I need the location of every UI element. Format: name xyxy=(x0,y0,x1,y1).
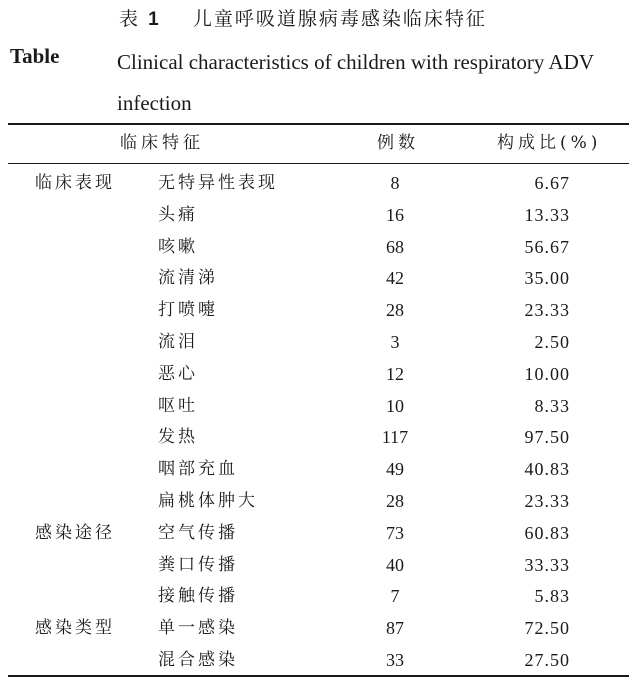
row-count: 8 xyxy=(390,173,400,193)
row-count: 117 xyxy=(381,427,409,447)
row-item: 头痛 xyxy=(158,205,198,225)
row-ratio: 23.33 xyxy=(524,300,570,320)
row-ratio: 56.67 xyxy=(524,237,570,257)
row-count: 33 xyxy=(386,650,404,670)
row-item: 混合感染 xyxy=(158,650,238,670)
row-count: 7 xyxy=(390,586,400,606)
row-ratio: 2.50 xyxy=(534,332,570,352)
row-ratio: 40.83 xyxy=(524,459,570,479)
row-category: 临床表现 xyxy=(35,173,115,193)
row-count: 3 xyxy=(390,332,400,352)
row-ratio: 5.83 xyxy=(534,586,570,606)
row-count: 28 xyxy=(386,300,404,320)
row-count: 68 xyxy=(386,237,404,257)
row-count: 12 xyxy=(386,364,404,384)
row-item: 咳嗽 xyxy=(158,237,198,257)
table-caption-cn xyxy=(119,4,487,31)
row-count: 28 xyxy=(386,491,404,511)
row-item: 流泪 xyxy=(158,332,198,352)
row-ratio: 27.50 xyxy=(524,650,570,670)
caption-cn-number: 1 xyxy=(148,9,161,30)
caption-en-title: Clinical characteristics of children with respiratory ADV infection xyxy=(117,50,594,115)
row-count: 10 xyxy=(386,396,404,416)
row-item: 流清涕 xyxy=(158,268,218,288)
row-ratio: 23.33 xyxy=(524,491,570,511)
row-count: 42 xyxy=(386,268,404,288)
row-item: 发热 xyxy=(158,427,198,447)
table-bottom-rule xyxy=(8,675,629,677)
header-feature: 临床特征 xyxy=(120,133,204,153)
header-ratio: 构成比(%) xyxy=(497,133,602,153)
row-ratio: 60.83 xyxy=(524,523,570,543)
row-category: 感染类型 xyxy=(35,618,115,638)
table-header-rule xyxy=(8,163,629,164)
header-count: 例数 xyxy=(377,133,419,153)
row-ratio: 8.33 xyxy=(534,396,570,416)
caption-cn-label: 表 xyxy=(119,8,141,30)
table-top-rule xyxy=(8,123,629,125)
row-item: 扁桃体肿大 xyxy=(158,491,258,511)
row-count: 40 xyxy=(386,555,404,575)
row-count: 16 xyxy=(386,205,404,225)
caption-cn-title: 儿童呼吸道腺病毒感染临床特征 xyxy=(192,8,487,30)
row-ratio: 35.00 xyxy=(524,268,570,288)
row-item: 接触传播 xyxy=(158,586,238,606)
row-item: 空气传播 xyxy=(158,523,238,543)
row-ratio: 72.50 xyxy=(524,618,570,638)
row-item: 单一感染 xyxy=(158,618,238,638)
row-item: 呕吐 xyxy=(158,396,198,416)
row-item: 无特异性表现 xyxy=(158,173,278,193)
row-item: 粪口传播 xyxy=(158,555,238,575)
row-item: 咽部充血 xyxy=(158,459,238,479)
row-ratio: 33.33 xyxy=(524,555,570,575)
row-count: 87 xyxy=(386,618,404,638)
row-ratio: 6.67 xyxy=(534,173,570,193)
row-count: 73 xyxy=(386,523,404,543)
caption-en-label: Table xyxy=(10,44,60,68)
row-item: 恶心 xyxy=(158,364,198,384)
row-ratio: 97.50 xyxy=(524,427,570,447)
row-item: 打喷嚏 xyxy=(158,300,218,320)
row-ratio: 10.00 xyxy=(524,364,570,384)
row-category: 感染途径 xyxy=(35,523,115,543)
row-count: 49 xyxy=(386,459,404,479)
row-ratio: 13.33 xyxy=(524,205,570,225)
